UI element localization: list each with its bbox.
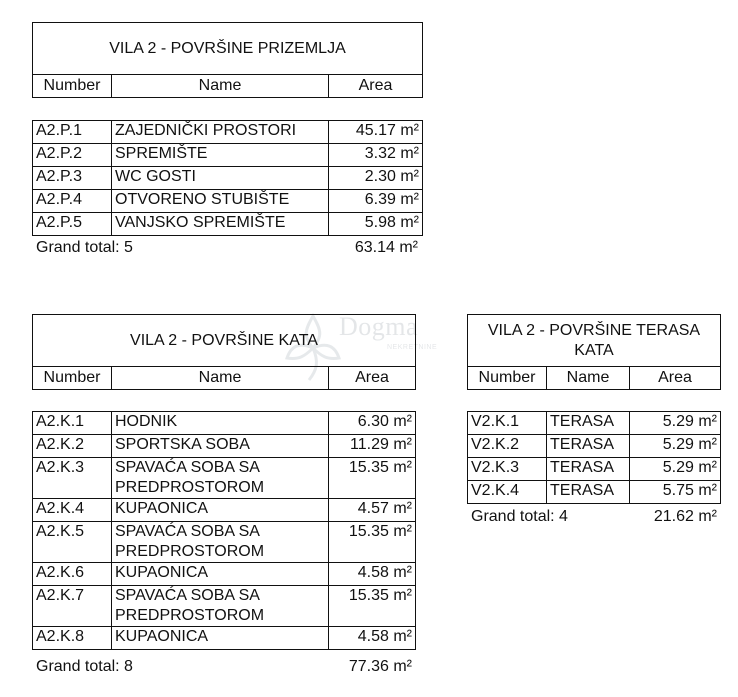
cell-area: 4.58 m²	[329, 563, 416, 586]
cell-name: SPAVAĆA SOBA SA PREDPROSTOROM	[112, 522, 329, 563]
cell-name: OTVORENO STUBIŠTE	[112, 190, 329, 213]
cell-number: V2.K.3	[468, 458, 547, 481]
cell-number: A2.K.3	[33, 458, 112, 499]
cell-number: A2.K.8	[33, 627, 112, 650]
cell-name: VANJSKO SPREMIŠTE	[112, 213, 329, 236]
table-row	[33, 167, 423, 190]
header-name: Name	[547, 367, 630, 390]
table-row	[33, 563, 416, 586]
cell-area: 45.17 m²	[329, 121, 423, 144]
cell-number: A2.P.3	[33, 167, 112, 190]
cell-name: TERASA	[547, 435, 630, 458]
watermark-tagline: NEKRETNINE	[387, 344, 438, 351]
cell-name: ZAJEDNIČKI PROSTORI	[112, 121, 329, 144]
cell-name: SPAVAĆA SOBA SA PREDPROSTOROM	[112, 586, 329, 627]
cell-area: 6.39 m²	[329, 190, 423, 213]
table-row	[33, 458, 416, 499]
ground-title-text: VILA 2 - POVRŠINE PRIZEMLJA	[109, 39, 346, 57]
header-number: Number	[33, 75, 112, 98]
header-name: Name	[112, 367, 329, 390]
header-number: Number	[468, 367, 547, 390]
cell-number: A2.K.6	[33, 563, 112, 586]
cell-area: 15.35 m²	[329, 458, 416, 499]
cell-area: 5.29 m²	[630, 435, 721, 458]
cell-number: V2.K.2	[468, 435, 547, 458]
floor-grand-total-label: Grand total: 8	[36, 658, 133, 675]
header-area: Area	[630, 367, 721, 390]
cell-area: 4.58 m²	[329, 627, 416, 650]
ground-data-table	[32, 120, 423, 236]
table-row	[33, 499, 416, 522]
floor-grand-total-area: 77.36 m²	[348, 658, 412, 675]
cell-number: A2.K.2	[33, 435, 112, 458]
table-row	[33, 522, 416, 563]
cell-area: 5.98 m²	[329, 213, 423, 236]
cell-number: A2.P.4	[33, 190, 112, 213]
cell-area: 5.29 m²	[630, 458, 721, 481]
cell-name: WC GOSTI	[112, 167, 329, 190]
table-row	[33, 586, 416, 627]
watermark-brand: Dogma	[339, 312, 419, 341]
terrace-grand-total-label: Grand total: 4	[471, 508, 568, 525]
header-row	[33, 367, 416, 390]
ground-grand-total-label: Grand total: 5	[36, 239, 133, 256]
table-row	[33, 190, 423, 213]
header-area: Area	[329, 367, 416, 390]
cell-area: 15.35 m²	[329, 522, 416, 563]
table-row	[33, 627, 416, 650]
cell-area: 5.75 m²	[630, 481, 721, 504]
table-row	[468, 435, 721, 458]
cell-name: SPREMIŠTE	[112, 144, 329, 167]
header-row	[33, 75, 423, 98]
header-number: Number	[33, 367, 112, 390]
floor-title-text: VILA 2 - POVRŠINE KATA	[130, 331, 318, 349]
cell-number: A2.K.4	[33, 499, 112, 522]
cell-area: 2.30 m²	[329, 167, 423, 190]
ground-grand-total-area: 63.14 m²	[354, 239, 418, 256]
cell-number: A2.K.1	[33, 412, 112, 435]
floor-header-table	[32, 366, 416, 390]
floor-data-table	[32, 411, 416, 650]
cell-number: A2.P.1	[33, 121, 112, 144]
cell-area: 11.29 m²	[329, 435, 416, 458]
cell-number: A2.K.5	[33, 522, 112, 563]
cell-name: SPORTSKA SOBA	[112, 435, 329, 458]
cell-area: 15.35 m²	[329, 586, 416, 627]
cell-area: 4.57 m²	[329, 499, 416, 522]
cell-name: KUPAONICA	[112, 563, 329, 586]
cell-name: SPAVAĆA SOBA SA PREDPROSTOROM	[112, 458, 329, 499]
terrace-header-table	[467, 366, 721, 390]
cell-number: A2.K.7	[33, 586, 112, 627]
cell-number: V2.K.4	[468, 481, 547, 504]
table-row	[33, 213, 423, 236]
cell-number: V2.K.1	[468, 412, 547, 435]
header-area: Area	[329, 75, 423, 98]
terrace-grand-total-area: 21.62 m²	[653, 508, 717, 525]
cell-name: TERASA	[547, 458, 630, 481]
header-name: Name	[112, 75, 329, 98]
table-row	[468, 412, 721, 435]
cell-area: 6.30 m²	[329, 412, 416, 435]
cell-number: A2.P.2	[33, 144, 112, 167]
cell-name: TERASA	[547, 412, 630, 435]
terrace-title-text: VILA 2 - POVRŠINE TERASA KATA	[487, 321, 701, 359]
table-row	[468, 481, 721, 504]
ground-table-title	[32, 22, 423, 74]
table-row	[468, 458, 721, 481]
terrace-table-title	[467, 314, 721, 366]
table-row	[33, 121, 423, 144]
cell-area: 3.32 m²	[329, 144, 423, 167]
cell-name: HODNIK	[112, 412, 329, 435]
cell-area: 5.29 m²	[630, 412, 721, 435]
header-row	[468, 367, 721, 390]
table-row	[33, 435, 416, 458]
cell-name: KUPAONICA	[112, 499, 329, 522]
cell-name: KUPAONICA	[112, 627, 329, 650]
table-row	[33, 412, 416, 435]
floor-table-title	[32, 312, 419, 366]
table-row	[33, 144, 423, 167]
ground-header-table	[32, 74, 423, 98]
cell-name: TERASA	[547, 481, 630, 504]
cell-number: A2.P.5	[33, 213, 112, 236]
terrace-data-table	[467, 411, 721, 504]
